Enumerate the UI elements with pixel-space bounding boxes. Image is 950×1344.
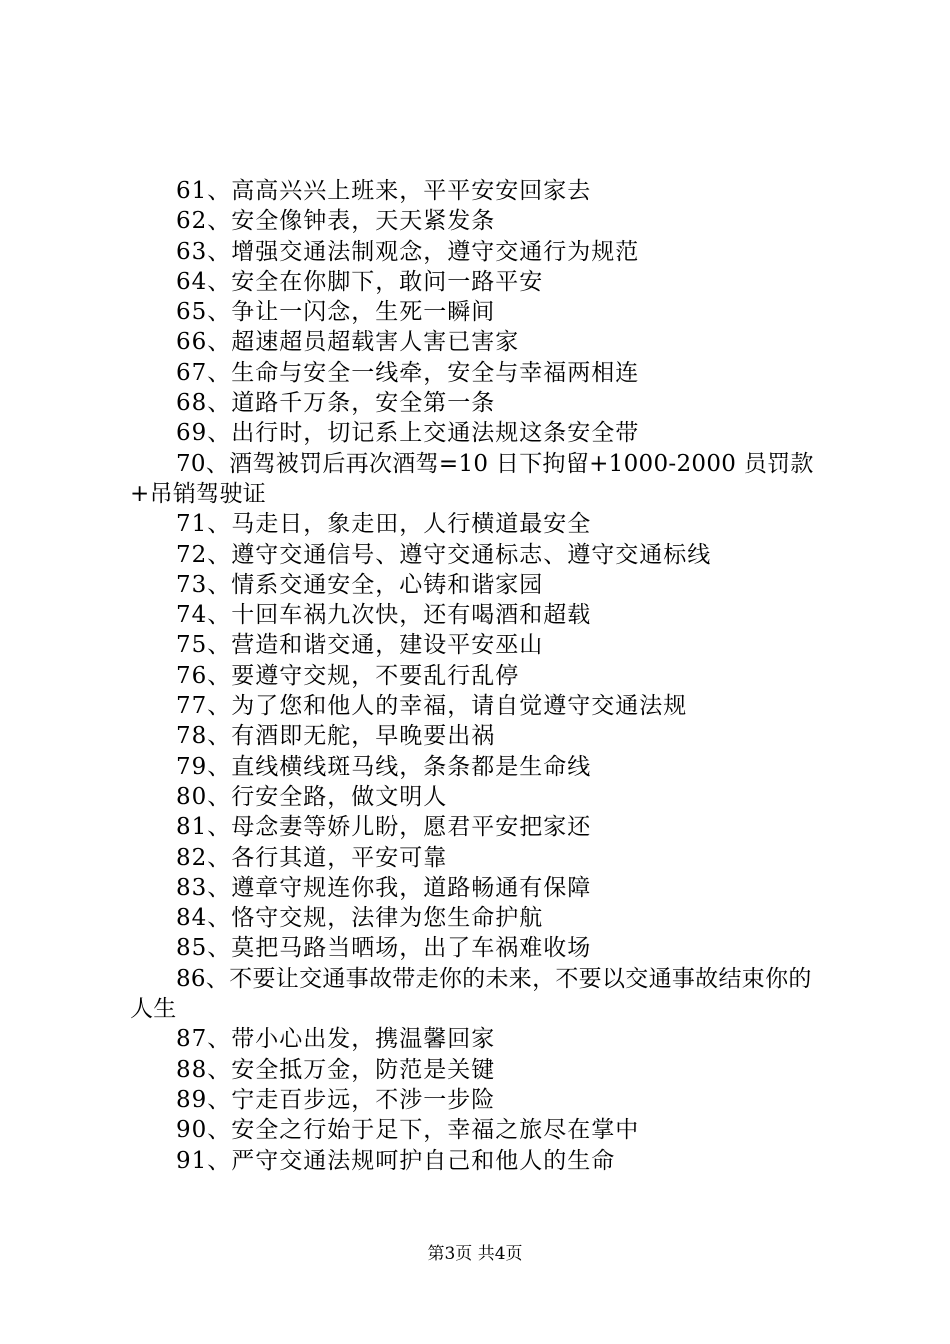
slogan-87: 87、带小心出发，携温馨回家 [176,1026,496,1053]
slogan-86: 86、不要让交通事故带走你的未来，不要以交通事故结束你的人生 [130,965,812,1023]
slogan-88: 88、安全抵万金，防范是关键 [176,1056,496,1083]
slogan-85: 85、莫把马路当晒场，出了车祸难收场 [176,935,592,962]
slogan-list [130,176,830,1176]
slogan-79: 79、直线横线斑马线，条条都是生命线 [176,753,592,780]
slogan-63: 63、增强交通法制观念，遵守交通行为规范 [176,238,640,265]
slogan-82: 82、各行其道，平安可靠 [176,844,448,871]
slogan-75: 75、营造和谐交通，建设平安巫山 [176,632,544,659]
slogan-91: 91、严守交通法规呵护自己和他人的生命 [176,1147,616,1174]
slogan-67: 67、生命与安全一线牵，安全与幸福两相连 [176,359,640,386]
slogan-69: 69、出行时，切记系上交通法规这条安全带 [176,420,640,447]
slogan-62: 62、安全像钟表，天天紧发条 [176,208,496,235]
slogan-84: 84、恪守交规，法律为您生命护航 [176,905,544,932]
page-footer: 第3页 共4页 [427,1244,523,1264]
slogan-70: 70、酒驾被罚后再次酒驾=10 日下拘留+1000-2000 员罚款+吊销驾驶证 [130,450,814,507]
slogan-68: 68、道路千万条，安全第一条 [176,390,496,417]
slogan-89: 89、宁走百步远，不涉一步险 [176,1086,496,1113]
slogan-61: 61、高高兴兴上班来，平平安安回家去 [176,178,592,204]
slogan-73: 73、情系交通安全，心铸和谐家园 [176,571,544,598]
slogan-64: 64、安全在你脚下，敢问一路平安 [176,268,544,295]
slogan-81: 81、母念妻等娇儿盼，愿君平安把家还 [176,814,592,841]
slogan-65: 65、争让一闪念，生死一瞬间 [176,299,496,326]
slogan-80: 80、行安全路，做文明人 [176,783,448,810]
slogan-77: 77、为了您和他人的幸福，请自觉遵守交通法规 [176,693,688,720]
slogan-72: 72、遵守交通信号、遵守交通标志、遵守交通标线 [176,541,712,568]
slogan-83: 83、遵章守规连你我，道路畅通有保障 [176,874,592,901]
slogan-66: 66、超速超员超载害人害已害家 [176,329,520,356]
slogan-76: 76、要遵守交规，不要乱行乱停 [176,662,520,689]
slogan-78: 78、有酒即无舵，早晚要出祸 [176,723,496,750]
slogan-90: 90、安全之行始于足下，幸福之旅尽在掌中 [176,1117,640,1144]
slogan-71: 71、马走日，象走田，人行横道最安全 [176,511,592,538]
slogan-74: 74、十回车祸九次快，还有喝酒和超载 [176,602,592,629]
